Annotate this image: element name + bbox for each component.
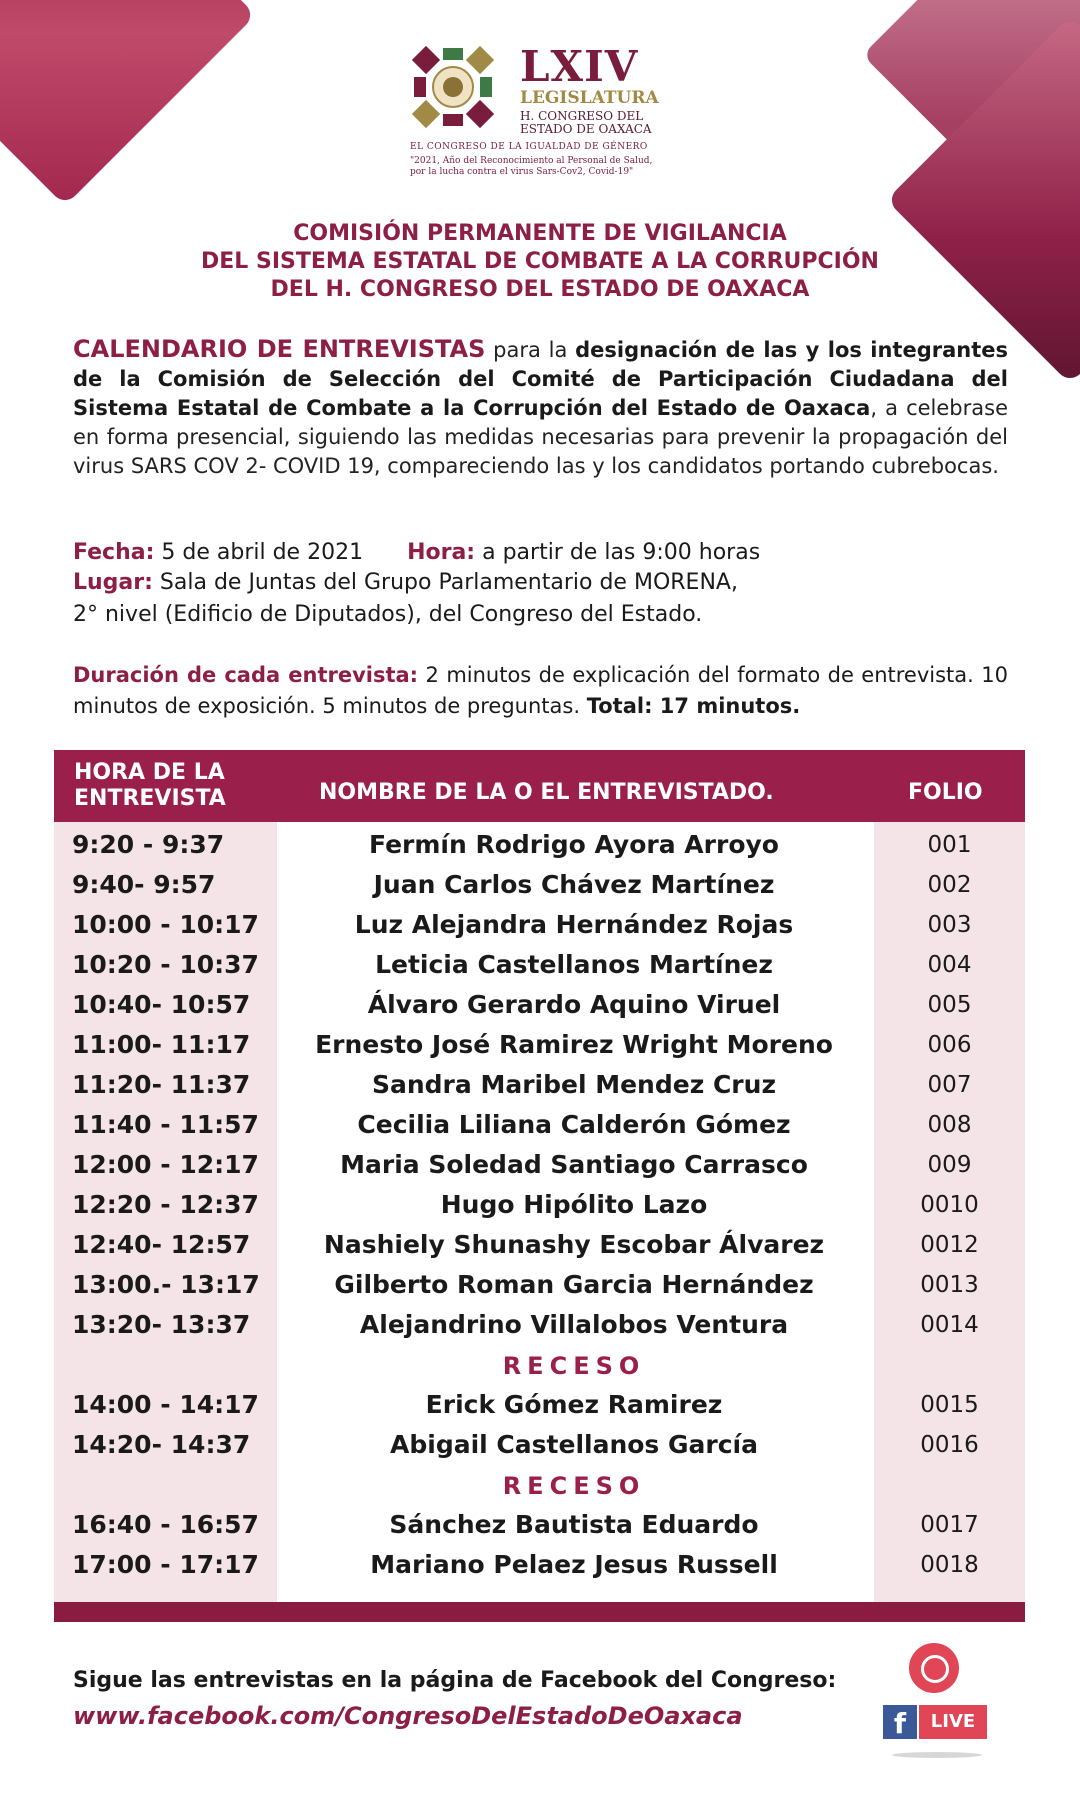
intro-paragraph bbox=[73, 335, 1008, 481]
table-row bbox=[54, 1426, 1025, 1466]
hora-header-line-1: HORA DE LA bbox=[74, 760, 225, 785]
folio-header: FOLIO bbox=[908, 780, 983, 805]
hora-label: Hora: bbox=[407, 540, 476, 565]
hora-cell: 11:40 - 11:57 bbox=[72, 1110, 259, 1139]
lugar-line-2: 2° nivel (Edificio de Diputados), del Congreso del Estado. bbox=[73, 602, 703, 627]
corner-decoration-left bbox=[0, 0, 256, 206]
duracion-label: Duración de cada entrevista: bbox=[73, 663, 419, 687]
hora-cell: 14:00 - 14:17 bbox=[72, 1390, 259, 1419]
hora-cell: 11:00- 11:17 bbox=[72, 1030, 251, 1059]
title-line: COMISIÓN PERMANENTE DE VIGILANCIA bbox=[293, 221, 787, 246]
hora-cell: 10:00 - 10:17 bbox=[72, 910, 259, 939]
folio-cell: 0015 bbox=[920, 1392, 979, 1418]
folio-cell: 0014 bbox=[920, 1312, 979, 1338]
nombre-header: NOMBRE DE LA O EL ENTREVISTADO. bbox=[319, 780, 774, 805]
nombre-cell: Leticia Castellanos Martínez bbox=[375, 950, 773, 979]
hora-cell: 14:20- 14:37 bbox=[72, 1430, 251, 1459]
nombre-cell: Álvaro Gerardo Aquino Viruel bbox=[367, 990, 781, 1019]
legislature-logo bbox=[410, 42, 670, 182]
hora-cell: 9:40- 9:57 bbox=[72, 870, 216, 899]
date-time-line bbox=[73, 538, 1008, 567]
folio-cell: 0010 bbox=[920, 1192, 979, 1218]
nombre-cell: Mariano Pelaez Jesus Russell bbox=[370, 1550, 778, 1579]
lugar-label: Lugar: bbox=[73, 570, 153, 595]
table-row bbox=[54, 826, 1025, 866]
motto-line-2: por la lucha contra el virus Sars-Cov2, Covid-19" bbox=[410, 167, 634, 177]
hora-header bbox=[74, 760, 226, 812]
congress-seal-icon bbox=[410, 44, 496, 130]
broadcast-icon bbox=[909, 1643, 959, 1693]
nombre-cell: Alejandrino Villalobos Ventura bbox=[359, 1310, 789, 1339]
intro-text-2: , a celebrase en forma presencial, siguiendo las medidas necesarias para prevenir la propagación del virus SARS COV 2- COVID 19, compareciendo las y los candidatos portando cubrebocas. bbox=[73, 396, 1008, 478]
nombre-cell: Juan Carlos Chávez Martínez bbox=[373, 870, 775, 899]
folio-cell: 0016 bbox=[920, 1432, 979, 1458]
table-footer-bar bbox=[54, 1602, 1025, 1622]
intro-text-1: para la bbox=[485, 338, 576, 362]
live-badge: LIVE bbox=[919, 1705, 987, 1739]
table-row bbox=[54, 1266, 1025, 1306]
fecha-label: Fecha: bbox=[73, 540, 155, 565]
nombre-cell: Gilberto Roman Garcia Hernández bbox=[334, 1270, 814, 1299]
nombre-cell: Luz Alejandra Hernández Rojas bbox=[354, 910, 794, 939]
calendar-heading: CALENDARIO DE ENTREVISTAS bbox=[73, 335, 486, 363]
interview-schedule-table bbox=[54, 750, 1025, 1625]
legislatura-label: LEGISLATURA bbox=[520, 88, 659, 108]
folio-cell: 001 bbox=[927, 832, 972, 858]
table-row bbox=[54, 1226, 1025, 1266]
table-row bbox=[54, 946, 1025, 986]
commission-title bbox=[0, 220, 1080, 304]
congreso-line-2: ESTADO DE OAXACA bbox=[520, 122, 652, 136]
title-line: DEL SISTEMA ESTATAL DE COMBATE A LA CORRUPCIÓN bbox=[201, 249, 879, 274]
intro-bold-text: designación de las y los integrantes de la Comisión de Selección del Comité de Participación Ciudadana del Sistema Estatal de Combate a la Corrupción del Estado de Oaxaca bbox=[73, 338, 1008, 420]
hora-cell: 16:40 - 16:57 bbox=[72, 1510, 259, 1539]
table-row bbox=[54, 1026, 1025, 1066]
table-row bbox=[54, 1506, 1025, 1546]
lugar-value: Sala de Juntas del Grupo Parlamentario de MORENA, bbox=[152, 570, 738, 595]
facebook-icon: f bbox=[883, 1705, 917, 1739]
nombre-cell: Erick Gómez Ramirez bbox=[425, 1390, 723, 1419]
duracion-paragraph bbox=[73, 660, 1008, 722]
folio-cell: 008 bbox=[927, 1112, 972, 1138]
table-row bbox=[54, 1386, 1025, 1426]
table-row bbox=[54, 1546, 1025, 1586]
folio-cell: 003 bbox=[927, 912, 972, 938]
nombre-cell: Maria Soledad Santiago Carrasco bbox=[340, 1150, 808, 1179]
hora-header-line-2: ENTREVISTA bbox=[74, 786, 226, 811]
hora-cell: 12:20 - 12:37 bbox=[72, 1190, 259, 1219]
receso-row bbox=[54, 1346, 1025, 1386]
hora-value: a partir de las 9:00 horas bbox=[475, 540, 761, 565]
live-badge-shadow bbox=[892, 1752, 982, 1758]
nombre-cell: Abigail Castellanos García bbox=[390, 1430, 758, 1459]
nombre-cell: Ernesto José Ramirez Wright Moreno bbox=[315, 1030, 833, 1059]
folio-cell: 006 bbox=[927, 1032, 972, 1058]
table-row bbox=[54, 1306, 1025, 1346]
table-header bbox=[54, 750, 1025, 822]
folio-cell: 009 bbox=[927, 1152, 972, 1178]
nombre-cell: Hugo Hipólito Lazo bbox=[440, 1190, 708, 1219]
folio-cell: 0013 bbox=[920, 1272, 979, 1298]
total-duration: Total: 17 minutos. bbox=[586, 694, 801, 718]
table-row bbox=[54, 866, 1025, 906]
folio-cell: 0018 bbox=[920, 1552, 979, 1578]
folio-cell: 0017 bbox=[920, 1512, 979, 1538]
follow-text: Sigue las entrevistas en la página de Facebook del Congreso: bbox=[73, 1668, 837, 1693]
table-row bbox=[54, 1186, 1025, 1226]
nombre-cell: Cecilia Liliana Calderón Gómez bbox=[357, 1110, 791, 1139]
table-row bbox=[54, 906, 1025, 946]
hora-cell: 13:00.- 13:17 bbox=[72, 1270, 260, 1299]
fecha-value: 5 de abril de 2021 bbox=[154, 540, 364, 565]
legislature-number: LXIV bbox=[520, 42, 639, 91]
table-row bbox=[54, 1146, 1025, 1186]
motto-line-1: "2021, Año del Reconocimiento al Personal de Salud, bbox=[410, 156, 653, 166]
igualdad-tagline: EL CONGRESO DE LA IGUALDAD DE GÉNERO bbox=[410, 142, 648, 152]
nombre-cell: Nashiely Shunashy Escobar Álvarez bbox=[323, 1230, 825, 1259]
duracion-value: 2 minutos de explicación del formato de entrevista. 10 minutos de exposición. 5 minutos de preguntas. bbox=[73, 663, 1008, 718]
facebook-link[interactable]: www.facebook.com/CongresoDelEstadoDeOaxaca bbox=[73, 1702, 743, 1730]
nombre-cell: Sandra Maribel Mendez Cruz bbox=[371, 1070, 776, 1099]
receso-label: RECESO bbox=[502, 1472, 646, 1500]
table-body bbox=[54, 826, 1025, 1586]
folio-cell: 0012 bbox=[920, 1232, 979, 1258]
folio-cell: 007 bbox=[927, 1072, 972, 1098]
hora-cell: 10:20 - 10:37 bbox=[72, 950, 259, 979]
table-row bbox=[54, 1106, 1025, 1146]
hora-cell: 12:00 - 12:17 bbox=[72, 1150, 259, 1179]
folio-cell: 005 bbox=[927, 992, 972, 1018]
hora-cell: 9:20 - 9:37 bbox=[72, 830, 225, 859]
hora-cell: 10:40- 10:57 bbox=[72, 990, 251, 1019]
folio-cell: 002 bbox=[927, 872, 972, 898]
hora-cell: 13:20- 13:37 bbox=[72, 1310, 251, 1339]
table-row bbox=[54, 1066, 1025, 1106]
table-row bbox=[54, 986, 1025, 1026]
title-line: DEL H. CONGRESO DEL ESTADO DE OAXACA bbox=[270, 277, 810, 302]
hora-cell: 11:20- 11:37 bbox=[72, 1070, 251, 1099]
hora-cell: 12:40- 12:57 bbox=[72, 1230, 251, 1259]
hora-cell: 17:00 - 17:17 bbox=[72, 1550, 259, 1579]
receso-label: RECESO bbox=[502, 1352, 646, 1380]
congreso-line-1: H. CONGRESO DEL bbox=[520, 109, 644, 123]
nombre-cell: Sánchez Bautista Eduardo bbox=[389, 1510, 759, 1539]
lugar-line bbox=[73, 568, 1008, 597]
nombre-cell: Fermín Rodrigo Ayora Arroyo bbox=[369, 830, 779, 859]
folio-cell: 004 bbox=[927, 952, 972, 978]
receso-row bbox=[54, 1466, 1025, 1506]
